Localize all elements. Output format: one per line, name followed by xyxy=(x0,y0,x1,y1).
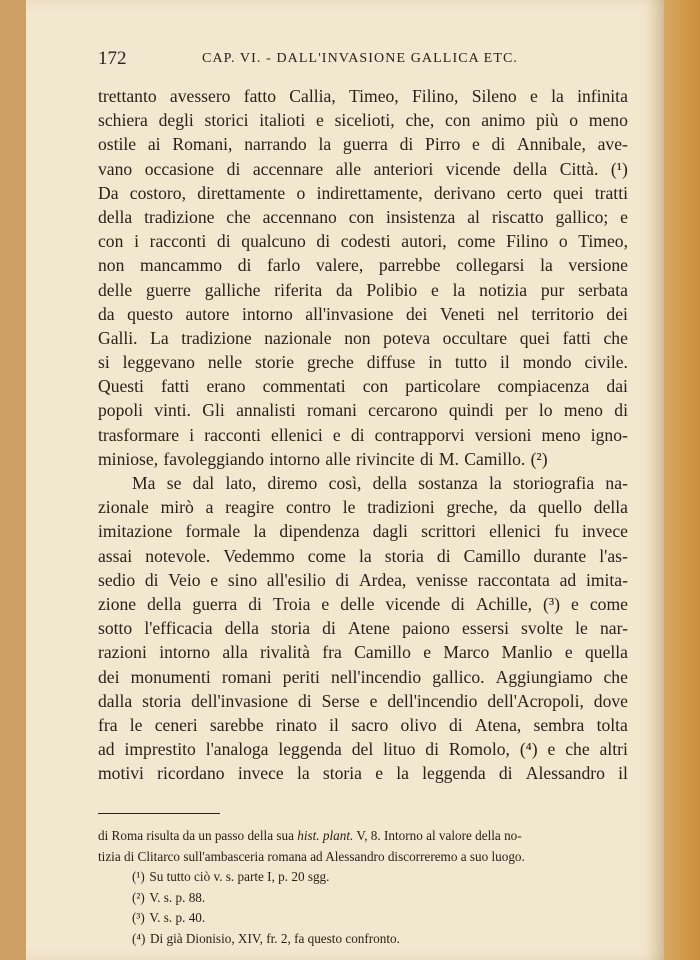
text-line: vano occasione di accennare alle anteriori vicende della Città. (¹) xyxy=(98,158,628,179)
text-line: trettanto avessero fatto Callia, Timeo, Filino, Sileno e la infinita xyxy=(98,86,628,106)
text-line: Galli. La tradizione nazionale non poteva occultare quei fatti che xyxy=(98,327,628,348)
footnote-text: di Roma risulta da un passo della sua hist. plant. V, 8. Intorno al valore della no- xyxy=(98,828,522,843)
footnote-2 xyxy=(98,888,630,909)
footnote-text: V. s. p. 88. xyxy=(149,889,206,905)
text-line: zionale mirò a reagire contro le tradizioni greche, da quello della xyxy=(98,497,628,518)
footnote-mark: (³) xyxy=(132,910,145,926)
text-line: ad imprestito l'analoga leggenda del lituo di Romolo, (⁴) e che altri xyxy=(98,739,628,760)
text-line: sotto l'efficacia della storia di Atene paiono essersi svolte le nar- xyxy=(98,618,628,639)
text-line: Da costoro, direttamente o indirettamente, derivano certo quei tratti xyxy=(98,182,628,203)
page-edge xyxy=(664,0,700,960)
text-line: miniose, favoleggiando intorno alle rivincite di M. Camillo. (²) xyxy=(98,448,548,469)
text-line: ostile ai Romani, narrando la guerra di Pirro e di Annibale, ave- xyxy=(98,134,628,155)
footnote-1 xyxy=(98,867,630,888)
text-line: sedio di Veio e sino all'esilio di Ardea, venisse raccontata ad imita- xyxy=(98,569,628,590)
text-line: non mancammo di farlo valere, parrebbe collegarsi la versione xyxy=(98,255,628,276)
footnote-text: tizia di Clitarco sull'ambasceria romana ad Alessandro discorreremo a suo luogo. xyxy=(98,848,525,864)
text-line: fra le ceneri sarebbe rinato il sacro olivo di Atena, sembra tolta xyxy=(98,714,628,735)
footnote-continuation-line xyxy=(98,847,630,868)
text-line: della tradizione che accennano con insistenza al riscatto gallico; e xyxy=(98,206,628,227)
text-line: zione della guerra di Troia e delle vicende di Achille, (³) e come xyxy=(98,593,628,614)
text-line: motivi ricordano invece la storia e la leggenda di Alessandro il xyxy=(98,763,628,784)
footnote-mark: (¹) xyxy=(132,869,145,885)
text-line: dalla storia dell'invasione di Serse e dell'incendio dell'Acropoli, dove xyxy=(98,690,628,711)
text-line: Ma se dal lato, diremo così, della sostanza la storiografia na- xyxy=(132,473,628,493)
text-line: si leggevano nelle storie greche diffuse in tutto il mondo civile. xyxy=(98,352,628,373)
text-line: popoli vinti. Gli annalisti romani cercarono quindi per lo meno di xyxy=(98,400,628,421)
footnote-continuation-line xyxy=(98,826,630,847)
footnote-3 xyxy=(98,908,630,929)
running-head: CAP. VI. - DALL'INVASIONE GALLICA ETC. xyxy=(202,51,519,66)
footnotes xyxy=(98,826,630,950)
text-line: assai notevole. Vedemmo come la storia di Camillo durante l'as- xyxy=(98,545,628,566)
text-line: delle guerre galliche riferita da Polibio e la notizia pur serbata xyxy=(98,279,628,300)
footnote-mark: (⁴) xyxy=(132,930,146,946)
text-line: imitazione formale la dipendenza dagli scrittori ellenici fu invece xyxy=(98,521,628,542)
footnote-4 xyxy=(98,929,630,950)
footnote-text: Di già Dionisio, XIV, fr. 2, fa questo confronto. xyxy=(150,930,400,946)
text-line: Questi fatti erano commentati con particolare compiacenza dai xyxy=(98,376,628,397)
body-text xyxy=(98,84,628,785)
page-number: 172 xyxy=(98,48,127,69)
footnote-text: Su tutto ciò v. s. parte I, p. 20 sgg. xyxy=(149,869,330,885)
text-line: con i racconti di qualcuno di codesti autori, come Filino o Timeo, xyxy=(98,231,628,252)
text-line: dei monumenti romani periti nell'incendio gallico. Aggiungiamo che xyxy=(98,666,628,687)
page-header xyxy=(98,48,628,70)
footnote-rule xyxy=(98,813,220,814)
footnote-mark: (²) xyxy=(132,889,145,905)
footnote-text: V. s. p. 40. xyxy=(149,910,206,926)
work-title: hist. plant. xyxy=(297,828,354,843)
text-line: trasformare i racconti ellenici e di contrapporvi versioni meno igno- xyxy=(98,424,628,445)
text-line: da questo autore intorno all'invasione dei Veneti nel territorio dei xyxy=(98,303,628,324)
text-line: razioni intorno alla rivalità fra Camillo e Marco Manlio e quella xyxy=(98,642,628,663)
text-line: schiera degli storici italioti e sicelioti, che, con animo più o meno xyxy=(98,110,628,131)
